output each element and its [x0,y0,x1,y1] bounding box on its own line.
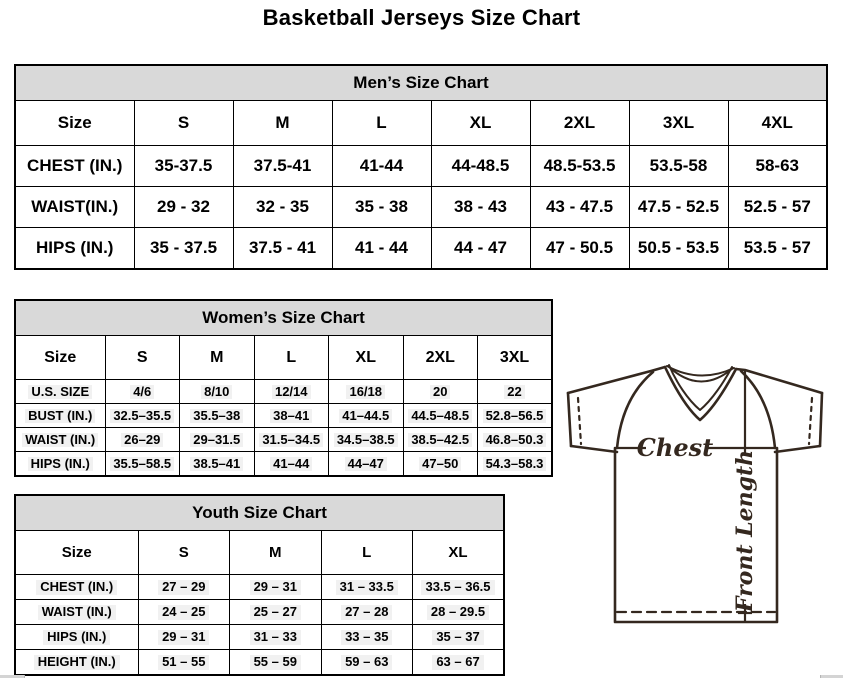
size-value-cell: 35.5–58.5 [105,452,180,477]
table-title-band: Youth Size Chart [15,495,504,531]
size-value-cell: 43 - 47.5 [530,187,629,228]
size-value-cell: 8/10 [180,380,255,404]
size-value-cell: 16/18 [329,380,404,404]
size-column-header: XL [329,336,404,380]
size-column-header: M [230,531,322,575]
youth-size-chart-table [14,494,505,676]
size-value-cell: 38.5–41 [180,452,255,477]
size-value-cell: 29 – 31 [230,575,322,600]
measurement-row-label: HIPS (IN.) [15,228,134,270]
size-value-cell: 53.5-58 [629,146,728,187]
size-value-cell: 59 – 63 [321,650,413,676]
size-value-cell: 44.5–48.5 [403,404,478,428]
size-value-cell: 41–44.5 [329,404,404,428]
mens-size-chart-table [14,64,828,270]
size-value-cell: 22 [478,380,553,404]
size-column-header: M [233,101,332,146]
size-value-cell: 44-48.5 [431,146,530,187]
size-value-cell: 63 – 67 [413,650,505,676]
size-value-cell: 4/6 [105,380,180,404]
size-value-cell: 31.5–34.5 [254,428,329,452]
size-value-cell: 20 [403,380,478,404]
size-value-cell: 51 – 55 [138,650,230,676]
size-value-cell: 12/14 [254,380,329,404]
size-value-cell: 55 – 59 [230,650,322,676]
size-value-cell: 32.5–35.5 [105,404,180,428]
size-value-cell: 52.5 - 57 [728,187,827,228]
measurement-row-label: CHEST (IN.) [15,146,134,187]
chest-label: Chest [636,433,714,462]
size-value-cell: 41 - 44 [332,228,431,270]
size-value-cell: 29–31.5 [180,428,255,452]
measurement-row-label: WAIST (IN.) [15,600,138,625]
page-title: Basketball Jerseys Size Chart [262,5,581,30]
size-column-header: 4XL [728,101,827,146]
size-value-cell: 27 – 29 [138,575,230,600]
table-row [15,404,552,428]
table-row [15,228,827,270]
size-value-cell: 25 – 27 [230,600,322,625]
size-value-cell: 35.5–38 [180,404,255,428]
size-column-header: 2XL [403,336,478,380]
jersey-measurement-diagram [556,356,840,632]
size-column-header: 3XL [629,101,728,146]
table-row [15,380,552,404]
size-value-cell: 44 - 47 [431,228,530,270]
measurement-row-label: CHEST (IN.) [15,575,138,600]
size-value-cell: 27 – 28 [321,600,413,625]
size-value-cell: 35 - 37.5 [134,228,233,270]
size-column-header: L [254,336,329,380]
size-value-cell: 41-44 [332,146,431,187]
size-value-cell: 38 - 43 [431,187,530,228]
jersey-outline-icon [556,356,840,632]
size-value-cell: 35 - 38 [332,187,431,228]
size-value-cell: 54.3–58.3 [478,452,553,477]
size-value-cell: 41–44 [254,452,329,477]
size-value-cell: 33 – 35 [321,625,413,650]
size-value-cell: 35-37.5 [134,146,233,187]
size-column-header: XL [431,101,530,146]
size-column-header: M [180,336,255,380]
measurement-row-label: HEIGHT (IN.) [15,650,138,676]
scrollbar-fragment-left[interactable] [0,675,25,678]
table-row [15,452,552,477]
size-value-cell: 32 - 35 [233,187,332,228]
size-row-label: Size [15,101,134,146]
measurement-row-label: WAIST(IN.) [15,187,134,228]
size-row-label: Size [15,531,138,575]
table-title-band: Men’s Size Chart [15,65,827,101]
size-value-cell: 24 – 25 [138,600,230,625]
table-row [15,625,504,650]
womens-size-chart-table [14,299,553,477]
size-column-header: 2XL [530,101,629,146]
size-value-cell: 38–41 [254,404,329,428]
size-value-cell: 58-63 [728,146,827,187]
measurement-row-label: HIPS (IN.) [15,625,138,650]
size-value-cell: 37.5-41 [233,146,332,187]
size-value-cell: 35 – 37 [413,625,505,650]
size-value-cell: 28 – 29.5 [413,600,505,625]
size-value-cell: 53.5 - 57 [728,228,827,270]
size-value-cell: 33.5 – 36.5 [413,575,505,600]
size-value-cell: 29 - 32 [134,187,233,228]
table-row [15,146,827,187]
size-value-cell: 50.5 - 53.5 [629,228,728,270]
size-value-cell: 44–47 [329,452,404,477]
size-value-cell: 52.8–56.5 [478,404,553,428]
measurement-row-label: BUST (IN.) [15,404,105,428]
size-column-header: L [321,531,413,575]
size-column-header: 3XL [478,336,553,380]
size-value-cell: 47–50 [403,452,478,477]
table-title-band: Women’s Size Chart [15,300,552,336]
size-column-header: S [105,336,180,380]
size-row-label: Size [15,336,105,380]
size-value-cell: 29 – 31 [138,625,230,650]
size-value-cell: 47.5 - 52.5 [629,187,728,228]
size-value-cell: 26–29 [105,428,180,452]
size-column-header: L [332,101,431,146]
front-length-label: Front Length [732,449,758,613]
size-value-cell: 31 – 33.5 [321,575,413,600]
size-column-header: XL [413,531,505,575]
size-column-header: S [134,101,233,146]
table-row [15,187,827,228]
table-row [15,600,504,625]
size-value-cell: 48.5-53.5 [530,146,629,187]
size-column-header: S [138,531,230,575]
table-row [15,575,504,600]
size-value-cell: 34.5–38.5 [329,428,404,452]
table-row [15,428,552,452]
scrollbar-fragment-right[interactable] [820,675,843,678]
measurement-row-label: HIPS (IN.) [15,452,105,477]
size-value-cell: 31 – 33 [230,625,322,650]
measurement-row-label: U.S. SIZE [15,380,105,404]
table-row [15,650,504,676]
size-value-cell: 47 - 50.5 [530,228,629,270]
size-value-cell: 46.8–50.3 [478,428,553,452]
measurement-row-label: WAIST (IN.) [15,428,105,452]
size-value-cell: 38.5–42.5 [403,428,478,452]
size-value-cell: 37.5 - 41 [233,228,332,270]
